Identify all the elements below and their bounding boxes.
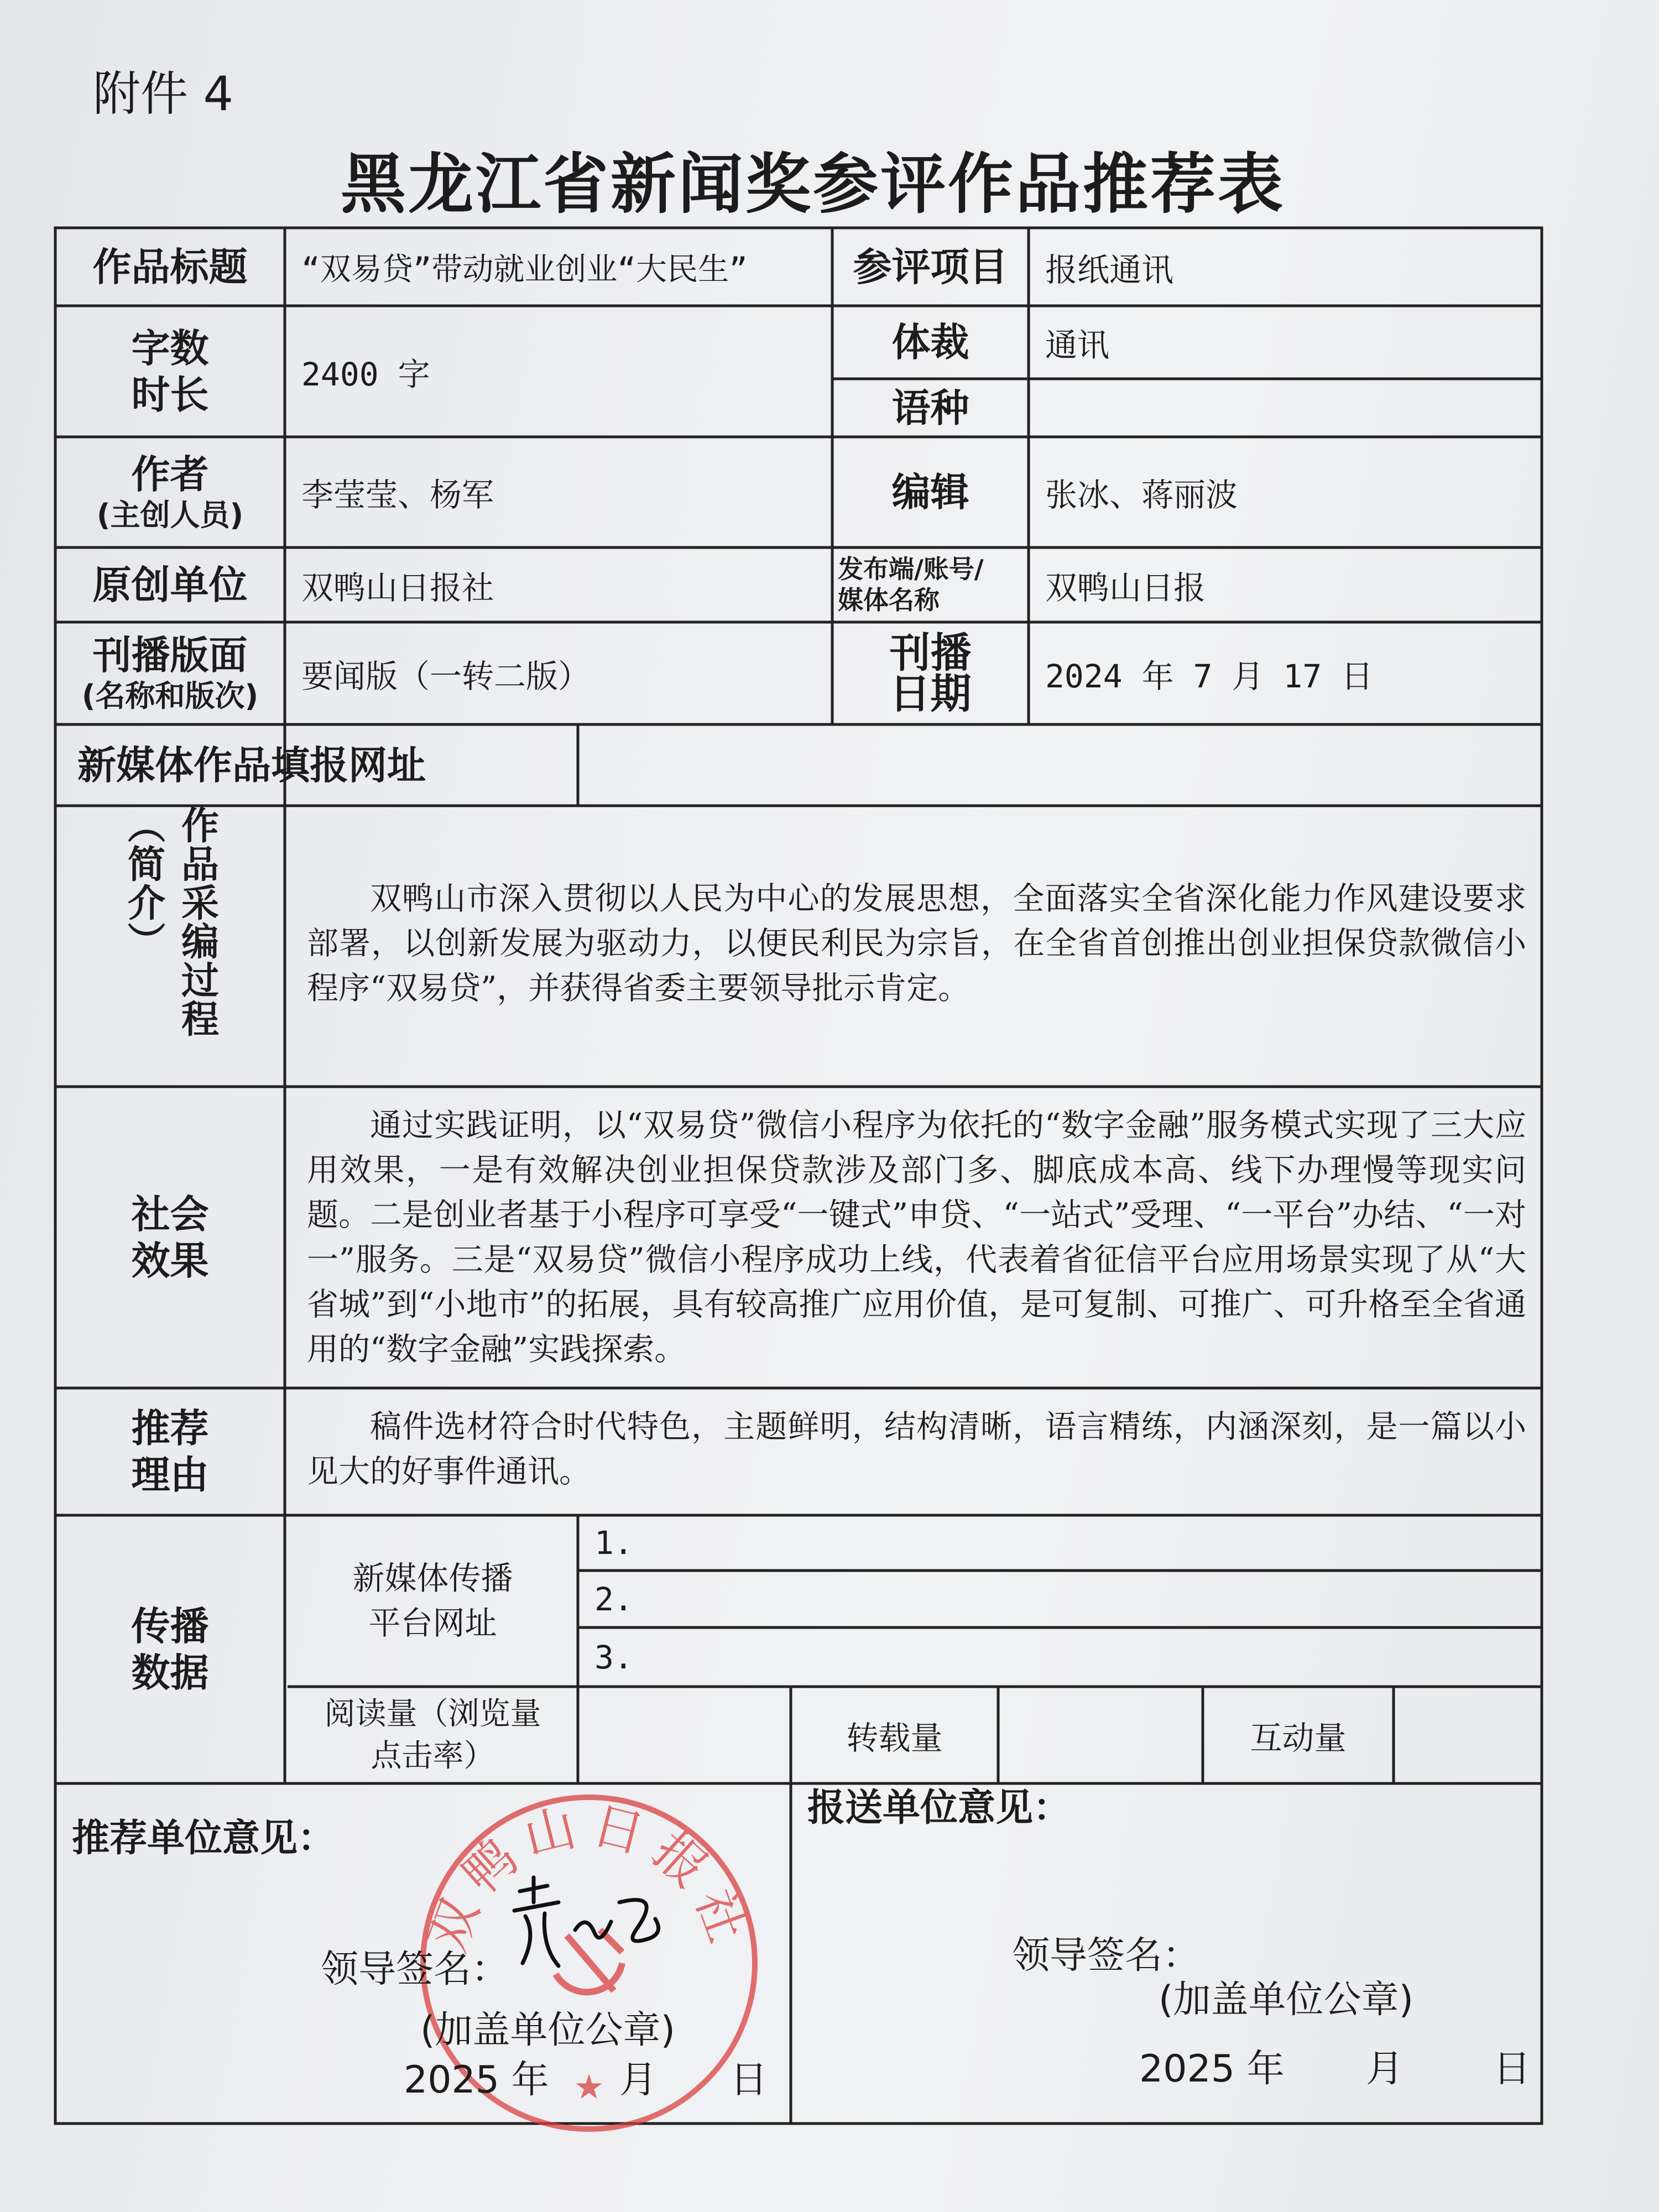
effect-text: 通过实践证明，以“双易贷”微信小程序为依托的“数字金融”服务模式实现了三大应用效果，一是有效解决创业担保贷款涉及部门多、脚底成本高、线下办理慢等现实问题。二是创业者基于小程序可享受“一键式”申贷、“一站式”受理、“一平台”办结、“一对一”服务。三是“双易贷”微信小程序成功上线，代表着省征信平台应用场景实现了从“大省城”到“小地市”的拓展，具有较高推广应用价值，是可复制、可推广、可升格至全省通用的“数字金融”实践探索。 bbox=[307, 1107, 1526, 1368]
pub-date-label-1: 刊播 bbox=[889, 629, 972, 677]
reads-value[interactable] bbox=[578, 1687, 791, 1783]
svg-text:★: ★ bbox=[573, 2067, 604, 2107]
genre-value: 通讯 bbox=[1045, 326, 1110, 364]
recommend-sign-label: 领导签名： bbox=[321, 1947, 509, 1991]
recommend-date-day: 日 bbox=[730, 2058, 768, 2102]
platform-url-2[interactable]: 2. bbox=[594, 1580, 633, 1618]
work-title-label: 作品标题 bbox=[92, 244, 248, 290]
reason-text: 稿件选材符合时代特色，主题鲜明，结构清晰，语言精练，内涵深刻，是一篇以小见大的好事件通讯。 bbox=[307, 1408, 1526, 1490]
language-label: 语种 bbox=[891, 385, 969, 431]
original-unit-label: 原创单位 bbox=[92, 562, 248, 608]
reads-label-1: 阅读量（浏览量 bbox=[324, 1695, 541, 1732]
genre-label: 体裁 bbox=[891, 320, 969, 365]
process-label-cell bbox=[55, 806, 285, 1087]
new-media-url-label: 新媒体作品填报网址 bbox=[77, 742, 426, 788]
language-value[interactable] bbox=[1040, 379, 1537, 437]
effect-label bbox=[55, 1087, 285, 1388]
reposts-label: 转载量 bbox=[846, 1719, 943, 1757]
interactions-label: 互动量 bbox=[1250, 1719, 1347, 1757]
original-unit-value: 双鸭山日报社 bbox=[301, 568, 494, 607]
word-count-label bbox=[55, 306, 285, 437]
seal-text: 双鸭山日报社 bbox=[417, 1794, 761, 1959]
platform-url-label-2: 平台网址 bbox=[368, 1604, 497, 1642]
platform-url-label bbox=[288, 1515, 578, 1687]
reason-label-1: 推荐 bbox=[131, 1406, 209, 1451]
page-value: 要闻版（一转二版） bbox=[301, 657, 591, 695]
reads-label bbox=[288, 1687, 578, 1783]
effect-label-2: 效果 bbox=[131, 1238, 209, 1284]
attachment-label: 附件 4 bbox=[93, 66, 234, 122]
spread-label bbox=[55, 1515, 285, 1783]
recommend-seal-label: (加盖单位公章) bbox=[420, 2008, 676, 2052]
media-label-2: 媒体名称 bbox=[838, 585, 940, 615]
eval-item-label: 参评项目 bbox=[853, 244, 1008, 290]
media-value: 双鸭山日报 bbox=[1045, 568, 1206, 607]
handwritten-signature bbox=[498, 1869, 680, 1980]
editor-value: 张冰、蒋丽波 bbox=[1045, 476, 1238, 514]
author-label bbox=[55, 437, 285, 547]
author-label-main: 作者 bbox=[131, 451, 209, 497]
page-label-main: 刊播版面 bbox=[92, 633, 248, 679]
recommend-opinion-label: 推荐单位意见： bbox=[72, 1817, 336, 1861]
reason-label-2: 理由 bbox=[131, 1452, 209, 1498]
word-count-label-2: 时长 bbox=[131, 372, 209, 418]
new-media-url-value[interactable] bbox=[589, 724, 1537, 806]
pub-date-label bbox=[832, 622, 1029, 724]
spread-label-1: 传播 bbox=[131, 1603, 209, 1649]
reposts-value[interactable] bbox=[998, 1687, 1203, 1783]
media-label-1: 发布端/账号/ bbox=[838, 554, 984, 585]
page-label-sub: (名称和版次) bbox=[81, 679, 259, 714]
reason-label bbox=[55, 1388, 285, 1515]
submit-date-day: 日 bbox=[1493, 2047, 1531, 2091]
submit-date-month: 月 bbox=[1366, 2047, 1404, 2091]
author-value: 李莹莹、杨军 bbox=[301, 476, 494, 514]
reads-label-2: 点击率） bbox=[371, 1738, 495, 1774]
process-label: 作品采编过程（简介） bbox=[121, 806, 219, 1038]
platform-url-label-1: 新媒体传播 bbox=[352, 1559, 513, 1597]
pub-date-value: 2024 年 7 月 17 日 bbox=[1045, 657, 1374, 695]
process-text: 双鸭山市深入贯彻以人民为中心的发展思想，全面落实全省深化能力作风建设要求部署，以创新发展为驱动力，以便民利民为宗旨，在全省首创推出创业担保贷款微信小程序“双易贷”，并获得省委主要领导批示肯定。 bbox=[307, 880, 1526, 1006]
submit-sign-label: 领导签名： bbox=[1012, 1933, 1201, 1978]
page-label bbox=[55, 622, 285, 724]
editor-label: 编辑 bbox=[891, 469, 969, 515]
work-title-value: “双易贷”带动就业创业“大民生” bbox=[301, 251, 748, 288]
platform-url-3[interactable]: 3. bbox=[594, 1638, 633, 1676]
effect-label-1: 社会 bbox=[131, 1191, 209, 1237]
form-title: 黑龙江省新闻奖参评作品推荐表 bbox=[340, 145, 1285, 222]
spread-label-2: 数据 bbox=[131, 1650, 209, 1695]
word-count-value: 2400 字 bbox=[301, 355, 430, 393]
submit-seal-label: (加盖单位公章) bbox=[1159, 1978, 1414, 2022]
submit-opinion-label: 报送单位意见： bbox=[807, 1786, 1071, 1830]
word-count-label-1: 字数 bbox=[131, 325, 209, 371]
recommend-date-year: 2025 年 bbox=[404, 2058, 549, 2102]
media-label bbox=[838, 547, 1029, 622]
interactions-value[interactable] bbox=[1394, 1687, 1542, 1783]
pub-date-label-2: 日期 bbox=[889, 670, 972, 718]
submit-date-year: 2025 年 bbox=[1139, 2047, 1285, 2091]
author-label-sub: (主创人员) bbox=[96, 497, 244, 533]
eval-item-value: 报纸通讯 bbox=[1045, 251, 1174, 289]
recommend-date-month: 月 bbox=[619, 2058, 658, 2102]
platform-url-1[interactable]: 1. bbox=[594, 1524, 633, 1562]
